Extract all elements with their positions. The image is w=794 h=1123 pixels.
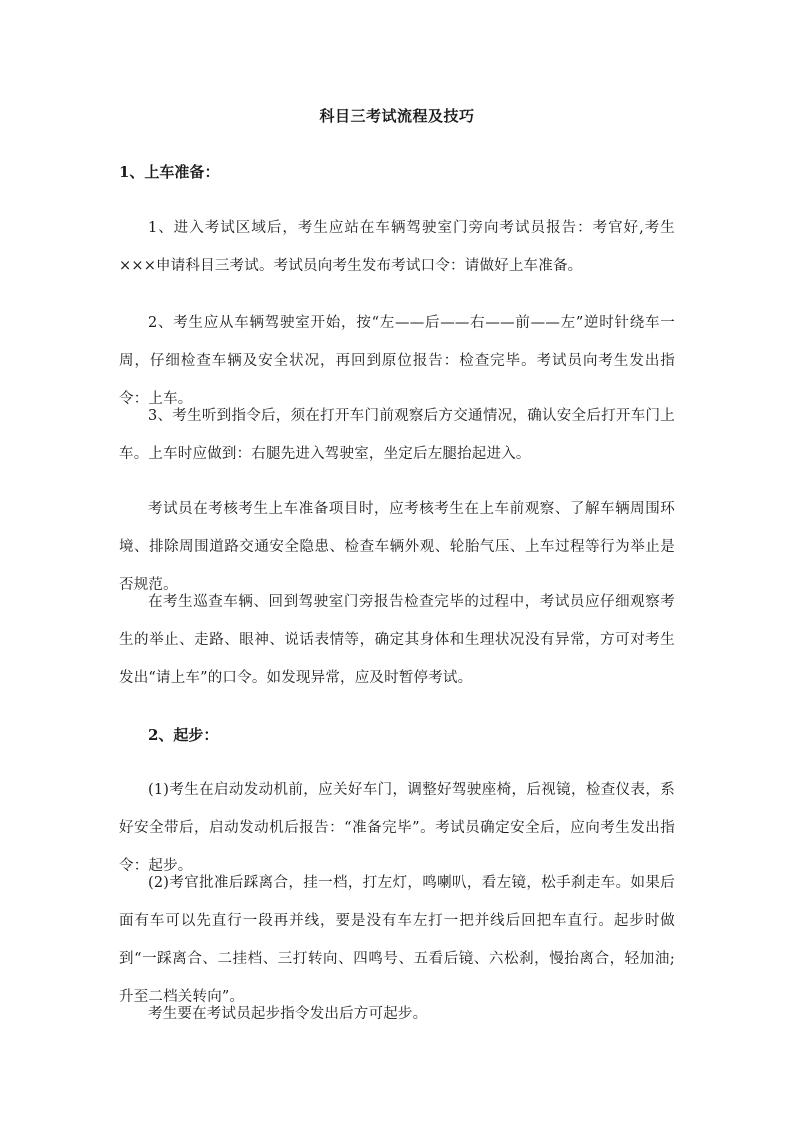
section-heading-preparation: 1、上车准备：	[119, 163, 220, 181]
paragraph-enter-car: 3、考生听到指令后，须在打开车门前观察后方交通情况，确认安全后打开车门上车。上车时应做到：右腿先进入驾驶室，坐定后左腿抬起进入。	[119, 408, 675, 462]
section-heading-start: 2、起步：	[148, 726, 219, 744]
paragraph-examiner-assessment: 考试员在考核考生上车准备项目时，应考核考生在上车前观察、了解车辆周围环境、排除周围道路交通安全隐患、检查车辆外观、轮胎气压、上车过程等行为举止是否规范。	[119, 501, 675, 593]
document-title: 科目三考试流程及技巧	[319, 107, 475, 125]
paragraph-before-engine-start: (1)考生在启动发动机前，应关好车门，调整好驾驶座椅，后视镜，检查仪表，系好安全带后，启动发动机后报告：“准备完毕”。考试员确定安全后，应向考生发出指令：起步。	[119, 782, 675, 874]
paragraph-report-to-examiner: 1、进入考试区域后，考生应站在车辆驾驶室门旁向考试员报告：考官好,考生×××申请科目三考试。考试员向考生发布考试口令：请做好上车准备。	[119, 220, 675, 274]
paragraph-start-procedure: (2)考官批准后踩离合，挂一档，打左灯，鸣喇叭，看左镜，松手刹走车。如果后面有车可以先直行一段再并线，要是没有车左打一把并线后回把车直行。起步时做到“一踩离合、二挂档、三打转向、四鸣号、五看后镜、六松刹，慢抬离合，轻加油;升至二档关转向”。	[119, 875, 675, 1005]
paragraph-observe-candidate: 在考生巡查车辆、回到驾驶室门旁报告检查完毕的过程中，考试员应仔细观察考生的举止、走路、眼神、说话表情等，确定其身体和生理状况没有异常，方可对考生发出“请上车”的口令。如发现异常，应及时暂停考试。	[119, 594, 675, 686]
paragraph-wait-for-command: 考生要在考试员起步指令发出后方可起步。	[148, 1006, 428, 1022]
paragraph-walk-around-car: 2、考生应从车辆驾驶室开始，按“左——后——右——前——左”逆时针绕车一周，仔细检查车辆及安全状况，再回到原位报告：检查完毕。考试员向考生发出指令：上车。	[119, 315, 675, 407]
